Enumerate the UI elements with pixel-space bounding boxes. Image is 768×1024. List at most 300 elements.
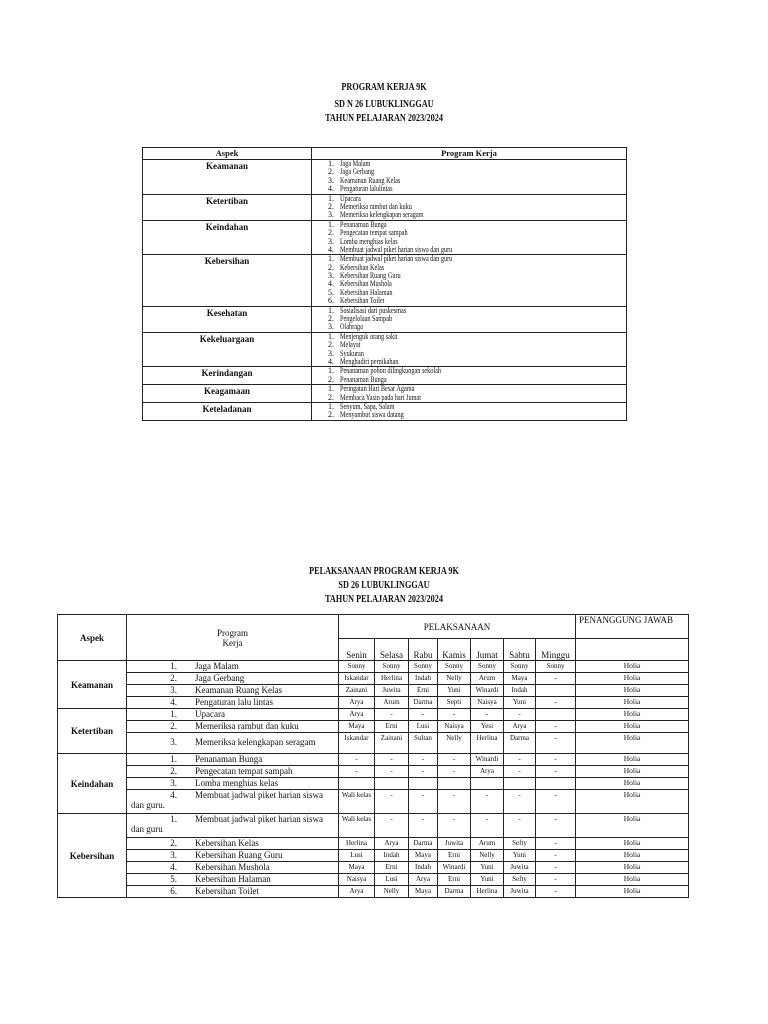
doc1-school: SD N 26 LUBUKLINGGAU	[334, 99, 434, 110]
item-number: 2.	[328, 168, 334, 177]
item-text: Memeriksa rambut dan kuku	[195, 721, 299, 731]
aspek-cell: Keteladanan	[143, 402, 312, 420]
schedule-cell: -	[536, 733, 576, 754]
penanggung-jawab-cell: Holia	[576, 886, 689, 898]
schedule-cell: Nelly	[438, 673, 471, 685]
aspek-cell: Keagamaan	[143, 385, 312, 403]
program-item	[312, 280, 626, 288]
schedule-cell: Naisya	[339, 874, 375, 886]
item-text: Kebersihan Ruang Guru	[195, 850, 283, 860]
doc2-school: SD 26 LUBUKLINGGAU	[338, 580, 430, 591]
item-number: 4.	[170, 862, 177, 872]
schedule-cell: Sonny	[438, 661, 471, 673]
schedule-cell: Juwita	[504, 886, 536, 898]
program-item	[312, 315, 626, 323]
item-number: 6.	[328, 297, 334, 306]
schedule-cell: -	[375, 814, 409, 838]
item-text: Menyambut siswa datang	[340, 411, 404, 420]
program-list	[312, 403, 626, 420]
col-program-line2: Kerja	[222, 637, 243, 648]
item-number: 3.	[170, 778, 177, 788]
schedule-cell: Nelly	[438, 733, 471, 754]
penanggung-jawab-cell: Holia	[576, 790, 689, 814]
item-text: Lomba menghias kelas	[340, 237, 398, 246]
schedule-cell: Darma	[504, 733, 536, 754]
program-item	[312, 323, 626, 331]
program-item	[312, 185, 626, 193]
program-cell	[127, 721, 339, 733]
item-number: 2.	[328, 375, 334, 384]
col-program-line1: Program	[217, 627, 248, 638]
schedule-cell: Arya	[339, 697, 375, 709]
program-item	[312, 341, 626, 349]
program-kerja-table	[142, 147, 627, 421]
program-item	[312, 411, 626, 419]
program-cell	[127, 874, 339, 886]
program-cell	[312, 194, 627, 220]
schedule-cell: Maya	[409, 886, 438, 898]
item-number: 3.	[170, 737, 177, 747]
col-program	[127, 615, 339, 661]
item-text: Kebersihan Kelas	[340, 263, 385, 272]
col-aspek: Aspek	[58, 615, 127, 661]
table-row	[58, 721, 689, 733]
schedule-cell: -	[375, 766, 409, 778]
item-text: Keamanan Ruang Kelas	[340, 176, 401, 185]
program-cell	[312, 160, 627, 195]
col-pelaksanaan: PELAKSANAAN	[339, 615, 576, 639]
schedule-cell: -	[504, 709, 536, 721]
schedule-cell: Arya	[375, 838, 409, 850]
schedule-cell: -	[375, 754, 409, 766]
item-number: 1.	[328, 402, 334, 411]
program-cell	[127, 733, 339, 754]
table-row	[58, 886, 689, 898]
penanggung-jawab-cell: Holia	[576, 661, 689, 673]
table-row	[58, 814, 689, 838]
aspek-row	[143, 220, 627, 255]
aspek-row	[143, 194, 627, 220]
schedule-cell: Winardi	[438, 862, 471, 874]
program-cell	[312, 402, 627, 420]
schedule-cell	[471, 778, 504, 790]
penanggung-jawab-cell: Holia	[576, 814, 689, 838]
schedule-cell: Yesi	[471, 721, 504, 733]
schedule-cell: Indah	[375, 850, 409, 862]
program-item	[312, 307, 626, 315]
program-item	[312, 394, 626, 402]
item-number: 2.	[328, 393, 334, 402]
item-text: Jaga Malam	[195, 661, 239, 671]
aspek-cell: Keamanan	[143, 160, 312, 195]
item-text: Kebersihan Ruang Guru	[340, 272, 401, 281]
item-text: Pengecatan tempat sampah	[195, 766, 293, 776]
table-row	[58, 754, 689, 766]
item-number: 3.	[170, 850, 177, 860]
item-number: 3.	[328, 211, 334, 220]
day-header: Minggu	[536, 639, 576, 661]
item-text: Kebersihan Mushola	[340, 280, 392, 289]
item-text: Upacara	[195, 709, 225, 719]
program-item	[312, 168, 626, 176]
aspek-cell: Kebersihan	[58, 814, 127, 898]
item-number: 1.	[328, 255, 334, 264]
schedule-cell: -	[536, 790, 576, 814]
penanggung-jawab-cell: Holia	[576, 754, 689, 766]
item-number: 1.	[170, 754, 177, 764]
aspek-cell: Kerindangan	[143, 367, 312, 385]
item-number: 1.	[170, 814, 177, 824]
item-number: 2.	[328, 229, 334, 238]
aspek-row	[143, 255, 627, 306]
schedule-cell: -	[536, 754, 576, 766]
schedule-cell: Darma	[409, 697, 438, 709]
item-text: Memeriksa kelengkapan seragam	[195, 737, 316, 747]
item-text: Kebersihan Kelas	[195, 838, 259, 848]
item-number: 2.	[170, 766, 177, 776]
item-text: Menghadiri pernikahan	[340, 357, 399, 366]
penanggung-jawab-cell: Holia	[576, 862, 689, 874]
schedule-cell: -	[536, 697, 576, 709]
program-item	[312, 160, 626, 168]
schedule-cell: Erni	[409, 685, 438, 697]
table-row	[58, 862, 689, 874]
item-text: Syukuran	[340, 349, 364, 358]
schedule-cell: -	[438, 814, 471, 838]
aspek-cell: Kesehatan	[143, 306, 312, 332]
program-list	[312, 385, 626, 402]
table-row	[58, 673, 689, 685]
aspek-cell: Ketertiban	[58, 709, 127, 754]
aspek-cell: Ketertiban	[143, 194, 312, 220]
item-number: 2.	[328, 263, 334, 272]
schedule-cell: Darma	[409, 838, 438, 850]
item-number: 1.	[328, 160, 334, 168]
program-item	[312, 358, 626, 366]
program-cell	[312, 332, 627, 367]
schedule-cell: Sefty	[504, 838, 536, 850]
aspek-row	[143, 385, 627, 403]
program-item	[312, 367, 626, 375]
schedule-cell: -	[438, 790, 471, 814]
schedule-cell: Herlina	[471, 886, 504, 898]
schedule-cell	[536, 778, 576, 790]
aspek-row	[143, 367, 627, 385]
item-number: 2.	[170, 721, 177, 731]
doc2-year: TAHUN PELAJARAN 2023/2024	[325, 594, 443, 605]
program-cell	[127, 709, 339, 721]
penanggung-jawab-cell: Holia	[576, 766, 689, 778]
schedule-cell: Yuni	[471, 874, 504, 886]
program-item	[312, 289, 626, 297]
item-text: Kebersihan Toilet	[340, 297, 385, 306]
item-text: Keamanan Ruang Kelas	[195, 685, 282, 695]
item-text: Lomba menghias kelas	[195, 778, 278, 788]
schedule-cell: Lusi	[375, 874, 409, 886]
aspek-cell: Keamanan	[58, 661, 127, 709]
schedule-cell	[438, 778, 471, 790]
schedule-cell: Juwita	[375, 685, 409, 697]
schedule-cell: -	[409, 754, 438, 766]
program-item	[312, 264, 626, 272]
item-text: Membuat jadwal piket harian siswa dan guru	[340, 245, 453, 254]
item-number: 4.	[170, 790, 177, 800]
schedule-cell: Erni	[438, 874, 471, 886]
schedule-cell: Wali kelas	[339, 790, 375, 814]
schedule-cell: Indah	[409, 673, 438, 685]
item-text: Upacara	[340, 194, 361, 203]
schedule-cell: Naisya	[471, 697, 504, 709]
penanggung-jawab-cell: Holia	[576, 721, 689, 733]
program-cell	[127, 790, 339, 814]
item-text-continued: dan guru.	[131, 800, 165, 810]
schedule-cell: Sonny	[409, 661, 438, 673]
schedule-cell: Erni	[375, 862, 409, 874]
table-row	[58, 733, 689, 754]
program-item	[312, 211, 626, 219]
program-cell	[127, 886, 339, 898]
schedule-cell: Nelly	[471, 850, 504, 862]
schedule-cell	[409, 778, 438, 790]
item-number: 1.	[170, 661, 177, 671]
item-text: Pengelolaan Sampah	[340, 315, 393, 324]
aspek-row	[143, 402, 627, 420]
schedule-cell: -	[375, 790, 409, 814]
schedule-cell: Sonny	[471, 661, 504, 673]
schedule-cell: -	[536, 850, 576, 862]
schedule-cell: Maya	[339, 721, 375, 733]
item-number: 1.	[170, 709, 177, 719]
item-text: Melayat	[340, 341, 361, 350]
schedule-cell: -	[536, 721, 576, 733]
item-text: Membuat jadwal piket harian siswa	[195, 790, 323, 800]
program-list	[312, 221, 626, 255]
item-number: 3.	[328, 323, 334, 332]
program-list	[312, 333, 626, 367]
aspek-cell: Keindahan	[58, 754, 127, 814]
penanggung-jawab-cell: Holia	[576, 874, 689, 886]
schedule-cell: -	[536, 673, 576, 685]
schedule-cell: Nelly	[375, 886, 409, 898]
program-item	[312, 221, 626, 229]
schedule-cell: Septi	[438, 697, 471, 709]
item-number: 6.	[170, 886, 177, 896]
schedule-cell: Winardi	[471, 754, 504, 766]
schedule-cell: Yuni	[471, 862, 504, 874]
schedule-cell: Yuni	[438, 685, 471, 697]
program-item	[312, 350, 626, 358]
item-number: 4.	[328, 280, 334, 289]
item-text: Penanaman Bunga	[195, 754, 263, 764]
item-text: Membaca Yasin pada hari Jumat	[340, 393, 421, 402]
penanggung-jawab-cell: Holia	[576, 673, 689, 685]
table-row	[58, 661, 689, 673]
schedule-cell: Arum	[375, 697, 409, 709]
program-cell	[312, 220, 627, 255]
program-cell	[127, 685, 339, 697]
table-row	[58, 766, 689, 778]
penanggung-jawab-cell: Holia	[576, 838, 689, 850]
schedule-cell: -	[504, 766, 536, 778]
item-text: Jaga Gerbang	[195, 673, 245, 683]
item-text: Penanaman Bunga	[340, 375, 387, 384]
schedule-cell: Lusi	[409, 721, 438, 733]
program-cell	[127, 778, 339, 790]
schedule-cell: -	[409, 790, 438, 814]
schedule-cell: Sonny	[536, 661, 576, 673]
schedule-cell: -	[536, 862, 576, 874]
program-item	[312, 238, 626, 246]
program-item	[312, 195, 626, 203]
aspek-row	[143, 306, 627, 332]
penanggung-jawab-cell: Holia	[576, 709, 689, 721]
schedule-cell: -	[536, 766, 576, 778]
schedule-cell	[375, 778, 409, 790]
schedule-cell: Wali kelas	[339, 814, 375, 838]
schedule-cell: Arum	[471, 673, 504, 685]
penanggung-jawab-cell: Holia	[576, 733, 689, 754]
program-list	[312, 195, 626, 220]
doc2-title: PELAKSANAAN PROGRAM KERJA 9K	[309, 566, 459, 577]
program-cell	[127, 673, 339, 685]
item-text: Pengecatan tempat sampah	[340, 229, 408, 238]
schedule-cell: -	[339, 754, 375, 766]
schedule-cell: -	[471, 814, 504, 838]
schedule-cell: Sefty	[504, 874, 536, 886]
schedule-cell: Yuni	[504, 850, 536, 862]
program-list	[312, 367, 626, 384]
schedule-cell: Sultan	[409, 733, 438, 754]
schedule-cell: Arya	[409, 874, 438, 886]
schedule-cell: Arya	[504, 721, 536, 733]
table-row	[58, 778, 689, 790]
aspek-row	[143, 332, 627, 367]
day-header: Selasa	[375, 639, 409, 661]
schedule-cell: -	[536, 814, 576, 838]
item-text: Jaga Malam	[340, 160, 371, 168]
item-number: 1.	[328, 194, 334, 203]
doc1-year: TAHUN PELAJARAN 2023/2024	[325, 113, 443, 124]
table-row	[58, 685, 689, 697]
item-number: 3.	[170, 685, 177, 695]
schedule-cell: Zainani	[375, 733, 409, 754]
item-text: Memeriksa rambut dan kuku	[340, 202, 412, 211]
schedule-cell: Darma	[438, 886, 471, 898]
item-number: 5.	[170, 874, 177, 884]
schedule-cell	[536, 685, 576, 697]
program-cell	[312, 306, 627, 332]
schedule-cell: -	[471, 790, 504, 814]
col-aspek: Aspek	[143, 148, 312, 160]
item-number: 3.	[328, 272, 334, 281]
schedule-cell: -	[536, 874, 576, 886]
program-cell	[127, 766, 339, 778]
schedule-cell: -	[409, 766, 438, 778]
item-text: Memeriksa kelengkapan seragam	[340, 211, 424, 220]
day-header: Sabtu	[504, 639, 536, 661]
item-text: Sosialisasi dari puskesmas	[340, 306, 407, 315]
schedule-cell: Iskandar	[339, 733, 375, 754]
item-number: 2.	[170, 673, 177, 683]
pelaksanaan-table	[57, 614, 689, 898]
program-cell	[312, 385, 627, 403]
schedule-cell: -	[536, 838, 576, 850]
item-text: Pengaturan lalulintas	[340, 185, 393, 194]
table-row	[58, 850, 689, 862]
table-row	[58, 697, 689, 709]
item-text: Membuat jadwal piket harian siswa dan guru	[340, 255, 453, 264]
item-number: 3.	[328, 176, 334, 185]
schedule-cell: Arya	[339, 886, 375, 898]
program-list	[312, 255, 626, 305]
penanggung-jawab-cell: Holia	[576, 850, 689, 862]
program-item	[312, 297, 626, 305]
program-cell	[127, 814, 339, 838]
program-item	[312, 203, 626, 211]
item-text: Penanaman Bunga	[340, 220, 387, 229]
item-text: Kebersihan Halaman	[195, 874, 271, 884]
program-item	[312, 272, 626, 280]
item-number: 4.	[328, 357, 334, 366]
schedule-cell: Maya	[504, 673, 536, 685]
schedule-cell: Sonny	[375, 661, 409, 673]
pj-header-blank	[576, 639, 689, 661]
schedule-cell: Arum	[471, 838, 504, 850]
schedule-cell	[339, 778, 375, 790]
schedule-cell: Maya	[339, 862, 375, 874]
schedule-cell: Juwita	[438, 838, 471, 850]
item-number: 1.	[328, 220, 334, 229]
schedule-cell: Juwita	[504, 862, 536, 874]
schedule-cell: -	[375, 709, 409, 721]
aspek-cell: Kebersihan	[143, 255, 312, 306]
program-item	[312, 177, 626, 185]
penanggung-jawab-cell: Holia	[576, 697, 689, 709]
schedule-cell: Iskandar	[339, 673, 375, 685]
day-header: Rabu	[409, 639, 438, 661]
program-cell	[312, 255, 627, 306]
schedule-cell: Lusi	[339, 850, 375, 862]
program-item	[312, 229, 626, 237]
aspek-row	[143, 160, 627, 195]
item-text: Penanaman pohon dilingkungan sekolah	[340, 367, 442, 376]
schedule-cell: Herlina	[375, 673, 409, 685]
program-item	[312, 376, 626, 384]
program-cell	[127, 862, 339, 874]
item-text: Kebersihan Mushola	[195, 862, 270, 872]
item-number: 1.	[328, 385, 334, 394]
item-text: Pengaturan lalu lintas	[195, 697, 273, 707]
schedule-cell: Herlina	[339, 838, 375, 850]
schedule-cell: -	[504, 790, 536, 814]
item-number: 2.	[328, 315, 334, 324]
aspek-cell: Kekeluargaan	[143, 332, 312, 367]
program-item	[312, 385, 626, 393]
program-item	[312, 333, 626, 341]
item-text: Olahraga	[340, 323, 363, 332]
schedule-cell: -	[339, 766, 375, 778]
schedule-cell: Zainani	[339, 685, 375, 697]
item-text: Menjenguk orang sakit	[340, 332, 398, 341]
schedule-cell: -	[504, 814, 536, 838]
program-cell	[127, 661, 339, 673]
item-number: 4.	[328, 245, 334, 254]
schedule-cell: Maya	[409, 850, 438, 862]
item-number: 1.	[328, 306, 334, 315]
program-item	[312, 403, 626, 411]
schedule-cell: Indah	[409, 862, 438, 874]
schedule-cell: Erni	[438, 850, 471, 862]
